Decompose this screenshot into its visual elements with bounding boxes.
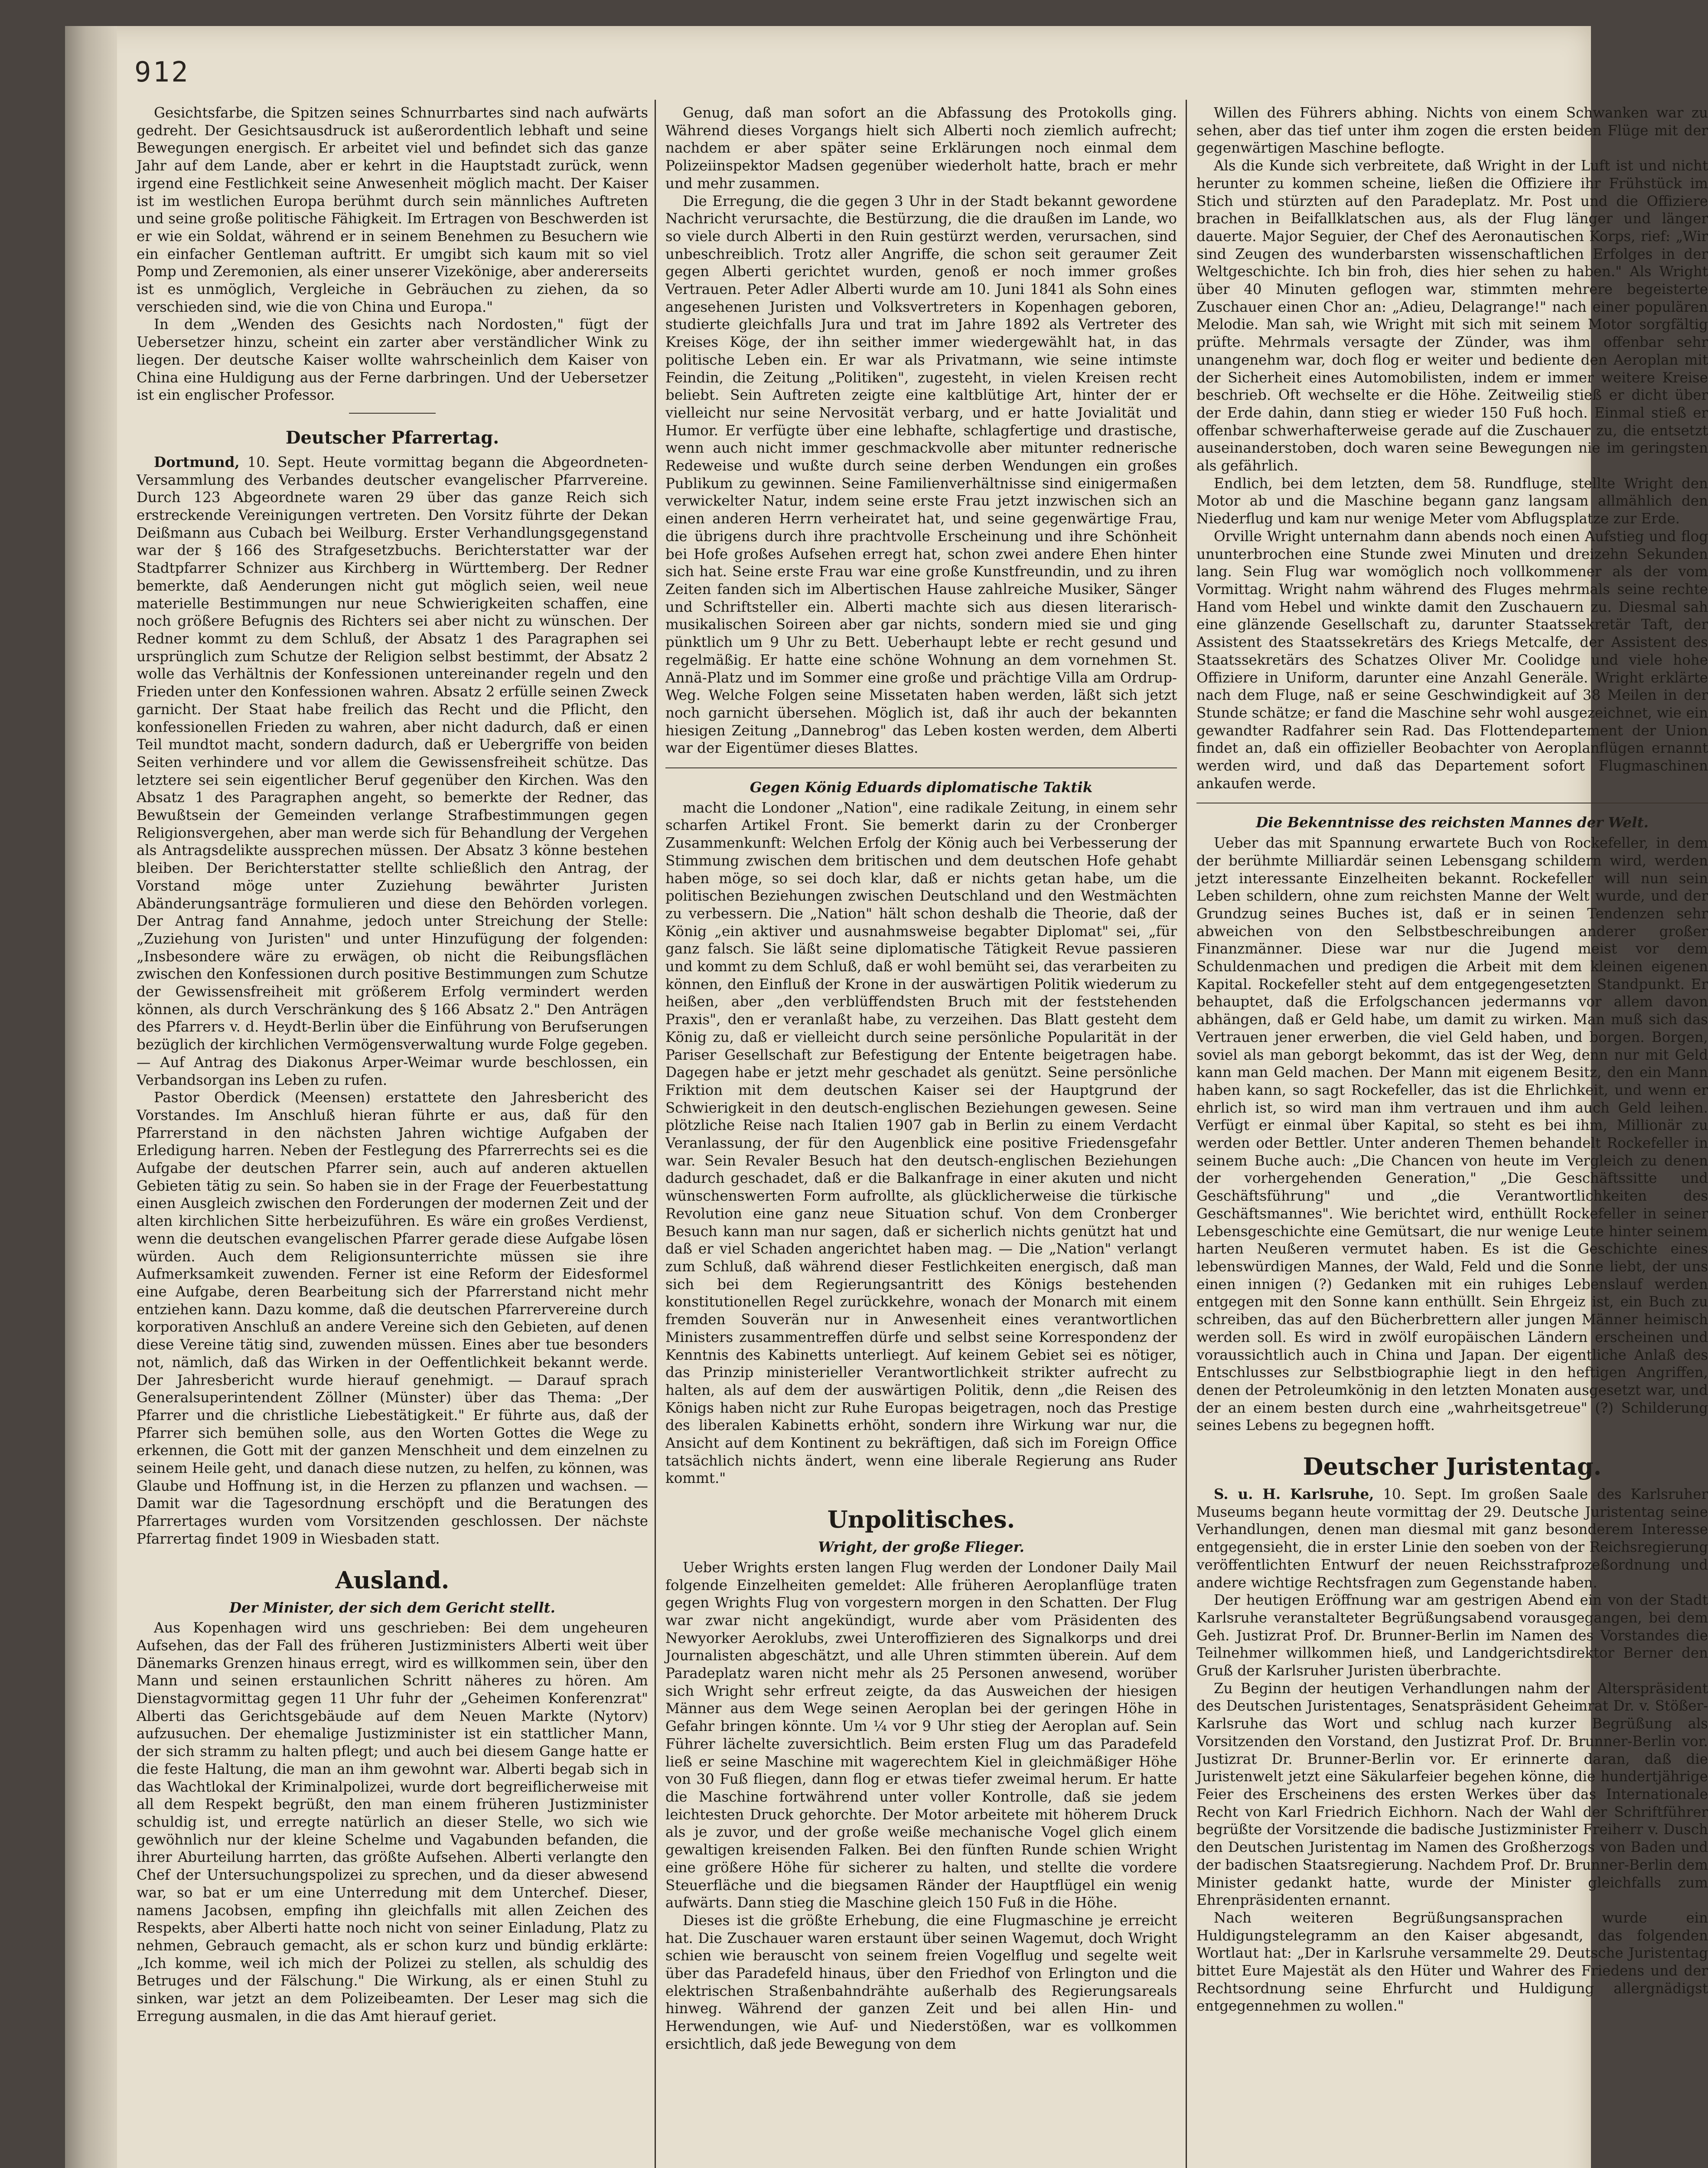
article-paragraph: Willen des Führers abhing. Nichts von einem Schwanken war zu sehen, aber das tief unter ihm zogen die ersten beiden Flüge mit der gegenwärtigen Maschine beflogte. xyxy=(1196,104,1708,157)
article-paragraph xyxy=(1196,1486,1708,1591)
page-number: 912 xyxy=(134,56,190,88)
subheading-wright: Wright, der große Flieger. xyxy=(818,1538,1024,1556)
column-2 xyxy=(665,104,1177,2168)
separator xyxy=(665,767,1177,768)
article-paragraph: Als die Kunde sich verbreitete, daß Wright in der Luft ist und nicht herunter zu kommen scheine, ließen die Offiziere ihr Frühstück im Stich und stürzten auf den Paradeplatz. Mr. Post und die Offiziere brachen in Beifallklatschen aus, als der Flug länger und länger dauerte. Major Seguier, der Chef des Aeronautischen Korps, rief: „Wir sind Zeugen des wunderbarsten wissenschaftlichen Erfolges in der Weltgeschichte. Ich bin froh, dies hier sehen zu haben." Als Wright über 40 Minuten geflogen war, stimmten mehrere begeisterte Zuschauer einen Chor an: „Adieu, Delagrange!" nach einer populären Melodie. Man sah, wie Wright mit sich mit seinem Motor sorgfältig prüfte. Mehrmals versagte der Zünder, was ihm offenbar sehr unangenehm war, doch flog er weiter und bediente den Aeroplan mit der Sicherheit eines Automobilisten, indem er immer weitere Kreise beschrieb. Oft wechselte er die Höhe. Zeitweilig stieß er dicht über der Erde dahin, dann stieg er wieder 150 Fuß hoch. Einmal stieß er offenbar schwerhafterweise gerade auf die Zuschauer zu, die entsetzt auseinanderstoben, doch waren seine Bewegungen nie im geringsten als gefährlich. xyxy=(1196,157,1708,474)
dateline: Dortmund, xyxy=(154,453,240,470)
subheading-minister: Der Minister, der sich dem Gericht stellt. xyxy=(229,1599,555,1616)
article-paragraph: Nach weiteren Begrüßungsansprachen wurde ein Huldigungstelegramm an den Kaiser abgesandt, das folgenden Wortlaut hat: „Der in Karlsruhe versammelte 29. Deutsche Juristentag bittet Eure Majestät als den Hüter und Wahrer des Friedens und der Rechtsordnung seine Ehrfurcht und Huldigung allergnädigst entgegennehmen zu wollen." xyxy=(1196,1909,1708,2015)
article-paragraph: In dem „Wenden des Gesichts nach Nordosten," fügt der Uebersetzer hinzu, scheint ein zarter aber verständlicher Wink zu liegen. Der deutsche Kaiser wollte wahrscheinlich dem Kaiser von China eine Huldigung aus der Ferne darbringen. Und der Uebersetzer ist ein englischer Professor. xyxy=(137,316,648,404)
article-paragraph: Genug, daß man sofort an die Abfassung des Protokolls ging. Während dieses Vorgangs hielt sich Alberti noch ziemlich aufrecht; nachdem er aber später seine Erklärungen noch einmal dem Polizeiinspektor Madsen gegenüber wiederholt hatte, brach er mehr und mehr zusammen. xyxy=(665,104,1177,192)
page-binding-edge xyxy=(65,26,117,2168)
column-1 xyxy=(137,104,648,2168)
heading-unpolitisches: Unpolitisches. xyxy=(827,1505,1015,1534)
column-rule-2 xyxy=(1186,100,1187,2168)
column-3 xyxy=(1196,104,1708,2168)
article-paragraph: Ueber das mit Spannung erwartete Buch von Rockefeller, in dem der berühmte Milliardär seinen Lebensgang schildern wird, werden jetzt interessante Einzelheiten bekannt. Rockefeller will nun sein Leben schildern, ohne zum reichsten Manne der Welt wurde, und der Grundzug seines Buches ist, daß er in seinen Tendenzen sehr abweichen von den Selbstbeschreibungen anderer großer Finanzmänner. Diese war nur die Jugend meist vor dem Schuldenmachen und predigen die Arbeit mit dem kleinen eigenen Kapital. Rockefeller steht auf dem entgegengesetzten Standpunkt. Er behauptet, daß die Erfolgschancen jedermanns vor allem davon abhängen, daß er Geld habe, um damit zu wirken. Man muß sich das Vertrauen jener erwerben, die viel Geld haben, und borgen. Borgen, soviel als man geborgt bekommt, das ist der Weg, denn nur mit Geld kann man Geld machen. Der Mann mit eigenem Besitz, den ein Mann haben kann, so sagt Rockefeller, das ist die Ehrlichkeit, und wenn er ehrlich ist, so wird man ihm vertrauen und ihm auch Geld leihen. Verfügt er einmal über Kapital, so steht es bei ihm, Millionär zu werden oder Bettler. Unter anderen Themen behandelt Rockefeller in seinem Buche auch: „Die Chancen von heute im Vergleich zu denen der vorhergehenden Generation," „Die Geschäftssitte und Geschäftsführung" und „die Verantwortlichkeiten des Geschäftsmannes". Wie berichtet wird, enthüllt Rockefeller in seiner Lebensgeschichte eine Gemütsart, die nur wenige Leute hinter seinem harten Neußeren vermutet haben. Es ist die Geschichte eines lebenswürdigen Mannes, der Wald, Feld und die Sonne liebt, der uns einen innigen (?) Gedanken mit ein ruhiges Lebenslauf werden entgegen mit den Sonne kann enthüllt. Sein Ehrgeiz ist, ein Buch zu schreiben, das auf den Bücherbrettern aller jungen Männer heimisch werden soll. Es wird in zwölf europäischen Ländern erscheinen und voraussichtlich auch in China und Japan. Der eigentliche Anlaß des Entschlusses zur Selbstbiographie liegt in den heftigen Angriffen, denen der Petroleumkönig in den letzten Monaten ausgesetzt war, und der an einem besten durch eine „wahrheitsgetreue" (?) Schilderung seines Lebens zu begegnen hofft. xyxy=(1196,835,1708,1434)
article-paragraph: Die Erregung, die die gegen 3 Uhr in der Stadt bekannt gewordene Nachricht verursachte, die Bestürzung, die die draußen im Lande, wo so viele durch Alberti in den Ruin gestürzt werden, verursachen, sind unbeschreiblich. Trotz aller Angriffe, die schon seit geraumer Zeit gegen Alberti gerichtet wurden, genoß er noch immer großes Vertrauen. Peter Adler Alberti wurde am 10. Juni 1841 als Sohn eines angesehenen Juristen und Volksvertreters in Kopenhagen geboren, studierte gleichfalls Jura und trat im Jahre 1892 als Vertreter des Kreises Köge, der ihn seither immer wiedergewählt hat, in das politische Leben ein. Er war als Privatmann, wie seine intimste Feindin, die Zeitung „Politiken", zugesteht, in vielen Kreisen recht beliebt. Sein Auftreten zeigte eine kaltblütige Art, hinter der er vielleicht nur seine Nervosität verbarg, und er hatte Jovialität und Humor. Er verfügte über eine lebhafte, schlagfertige und drastische, wenn auch nicht immer geschmackvolle aber mitunter rednerische Redeweise und wußte durch seine derben Wendungen ein großes Publikum zu gewinnen. Seine Familienverhältnisse sind einigermaßen verwickelter Natur, indem seine erste Frau jetzt inzwischen sich an einen anderen Herrn verheiratet hat, und seine gegenwärtige Frau, die übrigens durch ihre prachtvolle Erscheinung und ihre Schönheit bei Hofe großes Aufsehen erregt hat, schon zwei andere Ehen hinter sich hat. Seine erste Frau war eine große Kunstfreundin, und zu ihren Zeiten fanden sich im Albertischen Hause zahlreiche Musiker, Sänger und Schriftsteller ein. Alberti machte sich aus diesen literarisch-musikalischen Soireen aber gar nichts, sondern mied sie und ging pünktlich um 9 Uhr zu Bett. Ueberhaupt lebte er recht gesund und regelmäßig. Er hatte eine schöne Wohnung an dem vornehmen St. Annä-Platz und im Sommer eine große und prächtige Villa am Ordrup-Weg. Welche Folgen seine Missetaten haben werden, läßt sich jetzt noch garnicht übersehen. Möglich ist, daß ihr auch der bekannten hiesigen Zeitung „Dannebrog" das Leben kosten werden, dem Alberti war der Eigentümer dieses Blattes. xyxy=(665,193,1177,757)
article-paragraph: Ueber Wrights ersten langen Flug werden der Londoner Daily Mail folgende Einzelheiten gemeldet: Alle früheren Aeroplanflüge traten gegen Wrights Flug von vorgestern morgen in den Schatten. Der Flug war zwar nicht angekündigt, wurde aber vom Präsidenten des Newyorker Aeroklubs, zwei Unteroffizieren des Signalkorps und drei Journalisten abgeschätzt, und alle Uhren stimmten überein. Auf dem Paradeplatz waren nicht mehr als 25 Personen anwesend, worüber sich Wright sehr erfreut zeigte, da das Ausweichen der hiesigen Männer aus dem Wege seinen Aeroplan bei der geringen Höhe in Gefahr bringen könnte. Um ¼ vor 9 Uhr stieg der Aeroplan auf. Sein Führer lächelte zuversichtlich. Beim ersten Flug um das Paradefeld ließ er seine Maschine mit wagerechtem Kiel in gleichmäßiger Höhe von 30 Fuß fliegen, dann flog er etwas tiefer zweimal herum. Er hatte die Maschine fortwährend unter voller Kontrolle, daß sie jedem leichtesten Druck gehorchte. Der Motor arbeitete mit höherem Druck als je zuvor, und der große weiße mechanische Vogel glich einem gewaltigen kreisenden Falken. Bei den fünften Runde schien Wright eine größere Höhe für sicherer zu halten, und stellte die vordere Steuerfläche und die biegsamen Ränder der Hauptflügel ein wenig aufwärts. Dann stieg die Maschine gleich 150 Fuß in die Höhe. xyxy=(665,1559,1177,1911)
subheading-eduard: Gegen König Eduards diplomatische Taktik xyxy=(750,779,1093,796)
article-paragraph: Zu Beginn der heutigen Verhandlungen nahm der Alterspräsident des Deutschen Juristentages, Senatspräsident Geheimrat Dr. v. Stößer-Karlsruhe das Wort und schlug nach kurzer Begrüßung als Vorsitzenden den Vorstand, den Justizrat Prof. Dr. Brunner-Berlin vor. Justizrat Dr. Brunner-Berlin vor. Er erinnerte daran, daß die Juristenwelt jetzt eine Säkularfeier begehen könne, die hundertjährige Feier des Erscheinens des ersten Werkes über das Internationale Recht von Karl Friedrich Eichhorn. Nach der Wahl der Schriftführer begrüßte der Vorsitzende die badische Justizminister Freiherr v. Dusch den Deutschen Juristentag im Namen des Großherzogs von Baden und der badischen Staatsregierung. Nachdem Prof. Dr. Brunner-Berlin dem Minister gedankt hatte, wurde der Minister gleichfalls zum Ehrenpräsidenten ernannt. xyxy=(1196,1680,1708,1909)
article-text: 10. Sept. Im großen Saale des Karlsruher Museums begann heute vormittag der 29. Deutsche Juristentag seine Verhandlungen, denen man diesmal mit ganz besonderem Interesse entgegensieht, die in erster Linie den soeben von der Reichsregierung veröffentlichten Entwurf der neuen Reichsstrafprozeßordnung und andere wichtige Rechtsfragen zum Gegenstande haben. xyxy=(1196,1486,1708,1591)
heading-ausland: Ausland. xyxy=(335,1566,450,1594)
subheading-rockefeller: Die Bekenntnisse des reichsten Mannes der Welt. xyxy=(1256,814,1649,831)
article-text: 10. Sept. Heute vormittag begann die Abgeordneten-Versammlung des Verbandes deutscher evangelischer Pfarrvereine. Durch 123 Abgeordnete waren 29 über das ganze Reich sich erstreckende Vereinigungen vertreten. Den Vorsitz führte der Dekan Deißmann aus Cubach bei Weilburg. Erster Verhandlungsgegenstand war der § 166 des Strafgesetzbuchs. Berichterstatter war der Stadtpfarrer Schnizer aus Kirchberg in Württemberg. Der Redner bemerkte, daß Aenderungen nicht gut möglich seien, weil neue materielle Bestimmungen nur neue Schwierigkeiten schaffen, eine noch größere Befugnis des Richters sei aber nicht zu wünschen. Der Redner kommt zu dem Schluß, der Absatz 1 des Paragraphen sei ursprünglich zum Schutze der Religion selbst bestimmt, der Absatz 2 wolle das Verhältnis der Konfessionen untereinander regeln und den Frieden unter den Konfessionen wahren. Absatz 2 erfülle seinen Zweck garnicht. Der Staat habe freilich das Recht und die Pflicht, den konfessionellen Frieden zu wahren, aber nicht dadurch, daß er einen Teil mundtot macht, sondern dadurch, daß er Uebergriffe von beiden Seiten verhindere und vor allem die Gewissensfreiheit schütze. Das letztere sei sein eigentlicher Beruf gegenüber den Kirchen. Was den Absatz 1 des Paragraphen angeht, so bemerkte der Redner, das Bewußtsein der Gemeinden verlange Strafbestimmungen gegen Religionsvergehen, aber man werde sich für Behandlung der Vergehen als Antragsdelikte aussprechen müssen. Der Absatz 3 könne bestehen bleiben. Der Berichterstatter stellte schließlich den Antrag, der Vorstand möge unter Zuziehung bewährter Juristen Abänderungsanträge formulieren und diese den Behörden vorlegen. Der Antrag fand Annahme, jedoch unter Streichung der Stelle: „Zuziehung von Juristen" und unter Hinzufügung der folgenden: „Insbesondere wäre zu erwägen, ob nicht die Reibungsflächen zwischen den Konfessionen durch positive Bestimmungen zum Schutze der Gewissensfreiheit mit größerem Erfolg vermindert werden können, als durch Verschränkung des § 166 Absatz 2." Den Anträgen des Pfarrers v. d. Heydt-Berlin über die Einführung von Berufserungen bezüglich der kirchlichen Vermögensverwaltung wurde Folge gegeben. — Auf Antrag des Diakonus Arper-Weimar wurde beschlossen, ein Verbandsorgan ins Leben zu rufen. xyxy=(137,454,648,1088)
article-paragraph: macht die Londoner „Nation", eine radikale Zeitung, in einem sehr scharfen Artikel Front. Sie bemerkt darin zu der Cronberger Zusammenkunft: Welchen Erfolg der König auch bei Verbesserung der Stimmung zwischen dem britischen und dem deutschen Hofe gehabt haben möge, so sei doch klar, daß er nichts getan habe, um die politischen Beziehungen zwischen Deutschland und den Westmächten zu verbessern. Die „Nation" hält schon deshalb die Theorie, daß der König „ein aktiver und ausnahmsweise begabter Diplomat" sei, „für ganz falsch. Sie läßt seine diplomatische Tätigkeit Revue passieren und kommt zu dem Schluß, daß er wohl bemüht sei, das verarbeiten zu können, den Einfluß der Krone in der auswärtigen Politik wiederum zu heißen, aber „den verblüffendsten Bruch mit der feststehenden Praxis", den er veranlaßt habe, zu verzeihen. Das Blatt gesteht dem König zu, daß er vielleicht durch seine persönliche Popularität in der Pariser Gesellschaft zur Befestigung der Entente beigetragen habe. Dagegen habe er jetzt mehr geschadet als genützt. Seine persönliche Friktion mit dem deutschen Kaiser sei der Hauptgrund der Schwierigkeit in den deutsch-englischen Beziehungen gewesen. Seine plötzliche Reise nach Italien 1907 gab in Berlin zu einem Verdacht Veranlassung, der für den Augenblick eine positive Friedensgefahr war. Sein Revaler Besuch hat den deutsch-englischen Beziehungen dadurch geschadet, daß er die Balkanfrage in einer akuten und nicht wünschenswerten Form aufrollte, als glücklicherweise die türkische Revolution eine ganz neue Situation schuf. Von dem Cronberger Besuch kann man nur sagen, daß er sicherlich nichts genützt hat und daß er viel Schaden angerichtet haben mag. — Die „Nation" verlangt zum Schluß, daß während dieser Festlichkeiten energisch, daß man sich bei dem Regierungsantritt des Königs bestehenden konstitutionellen Regel zurückkehre, wonach der Monarch mit einem fremden Souverän nur in Anwesenheit eines verantwortlichen Ministers zusammentreffen dürfe und selbst seine Korrespondenz der Kenntnis des Kabinetts unterliegt. Auf keinem Gebiet sei es nötiger, das Prinzip ministerieller Verantwortlichkeit strikter aufrecht zu halten, als auf dem der auswärtigen Politik, denn „die Reisen des Königs haben nicht zur Ruhe Europas beigetragen, noch das Prestige des liberalen Kabinetts erhöht, sondern ihre Wirkung war nur, die Ansicht auf dem Kontinent zu bekräftigen, daß sich im Foreign Office tatsächlich nichts ändert, wenn eine liberale Regierung ans Ruder kommt." xyxy=(665,799,1177,1487)
heading-juristentag: Deutscher Juristentag. xyxy=(1303,1453,1602,1481)
article-paragraph: Endlich, bei dem letzten, dem 58. Rundfluge, stellte Wright den Motor ab und die Maschine begann ganz langsam allmählich den Niederflug und kam nur wenige Meter vom Abflugsplatze zur Erde. xyxy=(1196,475,1708,527)
newspaper-page xyxy=(65,26,1708,2168)
article-paragraph: Pastor Oberdick (Meensen) erstattete den Jahresbericht des Vorstandes. Im Anschluß hieran führte er aus, daß für den Pfarrerstand in den nächsten Jahren wichtige Aufgaben der Erledigung harren. Neben der Festlegung des Pfarrerrechts sei es die Aufgabe der deutschen Pfarrer sein, auch auf anderen aktuellen Gebieten tätig zu sein. So haben sie in der Frage der Feuerbestattung einen Ausgleich zwischen den Forderungen der modernen Zeit und der alten kirchlichen Sitte herbeizuführen. Es wäre ein großes Verdienst, wenn die deutschen evangelischen Pfarrer gerade diese Aufgabe lösen würden. Auch dem Religionsunterrichte müssen sie ihre Aufmerksamkeit zuwenden. Ferner ist eine Reform der Eidesformel eine Aufgabe, deren Bearbeitung sich der Pfarrerstand nicht mehr entziehen kann. Dazu komme, daß die deutschen Pfarrervereine durch korporativen Anschluß an andere Vereine sich den Gebieten, auf denen diese Vereine tätig sind, zuwenden müssen. Eines aber tue besonders not, nämlich, daß das Wirken in der Oeffentlichkeit bekannt werde. Der Jahresbericht wurde hierauf genehmigt. — Darauf sprach Generalsuperintendent Zöllner (Münster) über das Thema: „Der Pfarrer und die christliche Liebestätigkeit." Er führte aus, daß der Pfarrer sich bemühen solle, aus den Worten Gottes die Wege zu erkennen, die Gott mit der ganzen Menschheit und dem einzelnen zu seinem Heile geht, und danach diese nutzen, zu helfen, zu können, was Glaube und Hoffnung ist, in die Herzen zu pflanzen und wachsen. — Damit war die Tagesordnung erschöpft und die Beratungen des Pfarrertages wurden vom Vorsitzenden geschlossen. Der nächste Pfarrertag findet 1909 in Wiesbaden statt. xyxy=(137,1089,648,1547)
article-paragraph: Gesichtsfarbe, die Spitzen seines Schnurrbartes sind nach aufwärts gedreht. Der Gesichtsausdruck ist außerordentlich lebhaft und seine Bewegungen energisch. Er arbeitet viel und befindet sich das ganze Jahr auf dem Lande, aber er kehrt in die Hauptstadt zurück, wenn irgend eine Festlichkeit seine Anwesenheit möglich macht. Der Kaiser ist im westlichen Europa berühmt durch sein männliches Auftreten und seine große politische Fähigkeit. Im Ertragen von Beschwerden ist er wie ein Soldat, während er in seinem Benehmen zu Besuchern wie ein einfacher Gentleman auftritt. Er umgibt sich kaum mit so viel Pomp und Zeremonien, als einer unserer Vizekönige, aber andererseits ist es unmöglich, Vergleiche in Gebräuchen zu ziehen, da so verschieden sind, wie die von China und Europa." xyxy=(137,104,648,315)
separator xyxy=(349,413,436,414)
article-paragraph: Aus Kopenhagen wird uns geschrieben: Bei dem ungeheuren Aufsehen, das der Fall des früheren Justizministers Alberti weit über Dänemarks Grenzen hinaus erregt, wird es willkommen sein, über den Mann und seinen erstaunlichen Schritt näheres zu hören. Am Dienstagvormittag gegen 11 Uhr fuhr der „Geheimen Konferenzrat" Alberti das Gerichtsgebäude auf dem Neuen Markte (Nytorv) aufzusuchen. Der ehemalige Justizminister ist ein stattlicher Mann, der sich stramm zu halten pflegt; und auch bei diesem Gange hatte er die feste Haltung, die man an ihm gewohnt war. Alberti begab sich in das Wachtlokal der Kriminalpolizei, wurde dort begreiflicherweise mit all dem Respekt begrüßt, den man einem früheren Justizminister schuldig ist, und erregte natürlich an dieser Stelle, wo sich wie gewöhnlich nur der kleine Schelme und Vagabunden befanden, die ihrer Aburteilung harrten, das größte Aufsehen. Alberti verlangte den Chef der Untersuchungspolizei zu sprechen, und da dieser abwesend war, so bat er um eine Unterredung mit dem Unterchef. Dieser, namens Jacobsen, empfing ihn gleichfalls mit allen Zeichen des Respekts, aber Alberti hatte noch nicht von seiner Einladung, Platz zu nehmen, Gebrauch gemacht, als er schon kurz und bündig erklärte: „Ich komme, weil ich mich der Polizei zu stellen, als schuldig des Betruges und der Fälschung." Die Wirkung, als er einen Stuhl zu sinken, war jetzt an dem Polizeibeamten. Der Leser mag sich die Erregung ausmalen, in die das Amt hierauf geriet. xyxy=(137,1619,648,2024)
column-rule-1 xyxy=(655,100,656,2168)
dateline: S. u. H. Karlsruhe, xyxy=(1214,1486,1374,1503)
article-paragraph: Dieses ist die größte Erhebung, die eine Flugmaschine je erreicht hat. Die Zuschauer waren erstaunt über seinen Wagemut, doch Wright schien wie berauscht von seinem freien Vogelflug und segelte weit über das Paradefeld hinaus, über den Friedhof von Erlington und die elektrischen Straßenbahndrähte außerhalb des Regierungsareals hinweg. Während der ganzen Zeit und bei allen Hin- und Herwendungen, wie Auf- und Niederstößen, war es vollkommen ersichtlich, daß jede Bewegung von dem xyxy=(665,1912,1177,2052)
article-paragraph xyxy=(137,454,648,1089)
heading-pfarrertag: Deutscher Pfarrertag. xyxy=(285,427,499,448)
article-paragraph: Orville Wright unternahm dann abends noch einen Aufstieg und flog ununterbrochen eine Stunde zwei Minuten und dreizehn Sekunden lang. Sein Flug war womöglich noch vollkommener als der vom Vormittag. Wright nahm während des Fluges mehrmals seine rechte Hand vom Hebel und winkte damit den Zuschauern zu. Diesmal sah eine glänzende Gesellschaft zu, darunter Staatssekretär Taft, der Assistent des Staatssekretärs des Kriegs Metcalfe, der Assistent des Staatssekretärs des Schatzes Oliver Mr. Coolidge und viele hohe Offiziere in Uniform, darunter eine Anzahl Generäle. Wright erklärte nach dem Fluge, naß er seine Geschwindigkeit auf 38 Meilen in der Stunde schätze; er fand die Maschine sehr wohl ausgezeichnet, wie ein gewandter Radfahrer sein Rad. Das Flottendepartement der Union findet an, daß ein offizieller Beobachter von Aeroplanflügen ernannt werden wird, und daß das Departement sofort Flugmaschinen ankaufen werde. xyxy=(1196,528,1708,792)
article-paragraph: Der heutigen Eröffnung war am gestrigen Abend ein von der Stadt Karlsruhe veranstalteter Begrüßungsabend vorausgegangen, bei dem Geh. Justizrat Prof. Dr. Brunner-Berlin im Namen des Vorstandes die Teilnehmer willkommen hieß, und Landgerichtsdirektor Berner den Gruß der Karlsruher Juristen überbrachte. xyxy=(1196,1592,1708,1679)
